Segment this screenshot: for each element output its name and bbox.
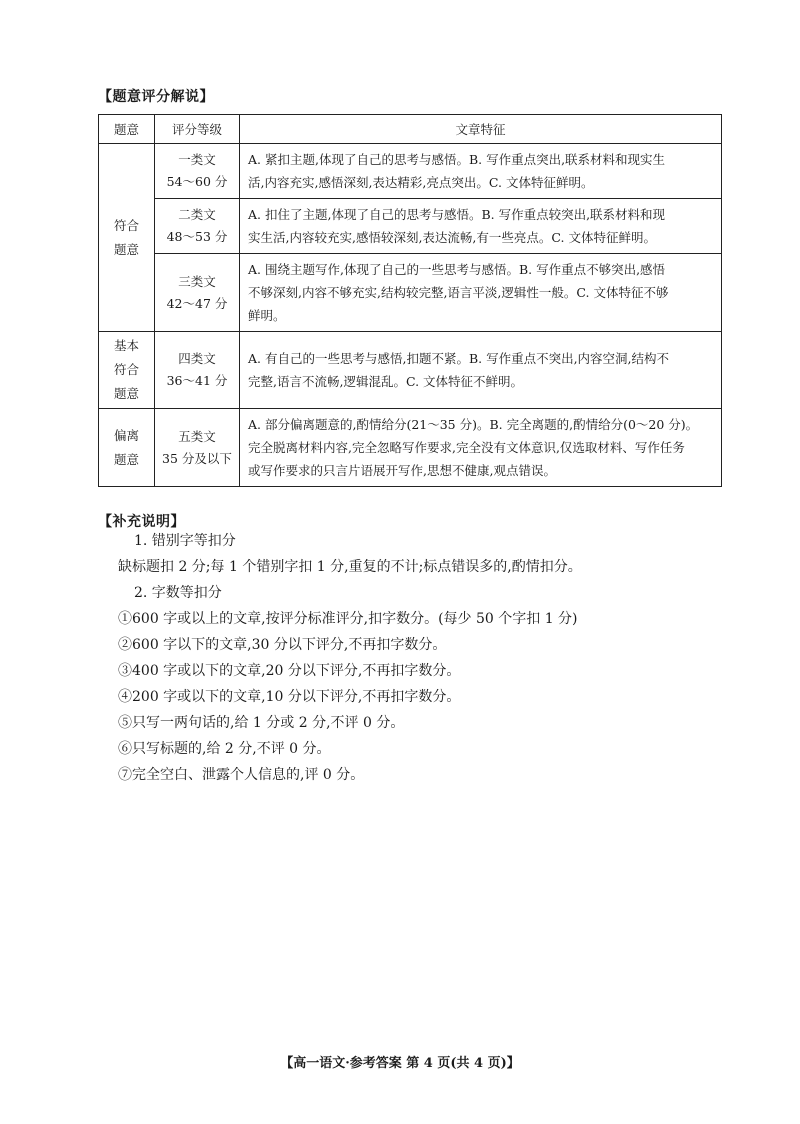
feature-line: 活,内容充实,感悟深刻,表达精彩,亮点突出。C. 文体特征鲜明。 [248, 175, 594, 190]
category-text: 符合 [113, 217, 139, 233]
supplement-heading: 2. 字数等扣分 [134, 585, 222, 601]
header-level: 评分等级 [155, 115, 240, 144]
feature-line: A. 有自己的一些思考与感悟,扣题不紧。B. 写作重点不突出,内容空洞,结构不 [248, 351, 670, 366]
features-cell [240, 409, 722, 487]
level-range: 48～53 分 [166, 229, 228, 244]
table-row [99, 409, 722, 487]
features-cell [240, 332, 722, 409]
level-name: 一类文 [178, 152, 216, 167]
feature-line: 不够深刻,内容不够充实,结构较完整,语言平淡,逻辑性一般。C. 文体特征不够 [248, 285, 669, 300]
page-footer: 【高一语文·参考答案 第 4 页(共 4 页)】 [280, 1056, 520, 1071]
category-text: 题意 [113, 451, 139, 467]
section-title-grading: 【题意评分解说】 [98, 89, 214, 105]
category-text: 符合 [113, 362, 139, 377]
header-features: 文章特征 [240, 115, 722, 144]
supplement-item: ④200 字或以下的文章,10 分以下评分,不再扣字数分。 [118, 689, 461, 705]
header-category: 题意 [99, 115, 155, 144]
features-cell [240, 199, 722, 254]
level-range: 35 分及以下 [162, 450, 232, 466]
level-cell [155, 409, 240, 487]
table-row [99, 332, 722, 409]
feature-line: 完整,语言不流畅,逻辑混乱。C. 文体特征不鲜明。 [248, 374, 524, 389]
section-title-supplement: 【补充说明】 [98, 514, 185, 530]
supplement-item: ⑥只写标题的,给 2 分,不评 0 分。 [118, 741, 331, 757]
supplement-heading: 1. 错别字等扣分 [134, 533, 236, 549]
grading-table [98, 114, 722, 487]
level-range: 36～41 分 [166, 373, 228, 388]
feature-line: A. 围绕主题写作,体现了自己的一些思考与感悟。B. 写作重点不够突出,感悟 [248, 262, 666, 277]
feature-line: A. 扣住了主题,体现了自己的思考与感悟。B. 写作重点较突出,联系材料和现 [248, 207, 666, 222]
level-cell [155, 144, 240, 199]
category-text: 题意 [113, 386, 139, 401]
level-cell [155, 254, 240, 332]
supplement-list [118, 528, 718, 788]
feature-line: 鲜明。 [248, 308, 286, 323]
level-name: 二类文 [178, 207, 216, 222]
level-cell [155, 199, 240, 254]
supplement-item: ⑤只写一两句话的,给 1 分或 2 分,不评 0 分。 [118, 715, 405, 731]
level-name: 四类文 [178, 351, 216, 366]
supplement-item: 缺标题扣 2 分;每 1 个错别字扣 1 分,重复的不计;标点错误多的,酌情扣分。 [118, 559, 582, 575]
table-row [99, 254, 722, 332]
supplement-item: ③400 字或以下的文章,20 分以下评分,不再扣字数分。 [118, 663, 461, 679]
table-row [99, 144, 722, 199]
category-text: 偏离 [113, 427, 139, 443]
supplement-item: ②600 字以下的文章,30 分以下评分,不再扣字数分。 [118, 637, 447, 653]
feature-line: 完全脱离材料内容,完全忽略写作要求,完全没有文体意识,仅选取材料、写作任务 [248, 440, 685, 455]
level-name: 三类文 [178, 273, 216, 289]
level-name: 五类文 [178, 428, 216, 444]
level-cell [155, 332, 240, 409]
feature-line: A. 部分偏离题意的,酌情给分(21～35 分)。B. 完全离题的,酌情给分(0～20 分)。 [248, 417, 699, 432]
supplement-item: ⑦完全空白、泄露个人信息的,评 0 分。 [118, 767, 365, 783]
category-cell [99, 409, 155, 487]
feature-line: A. 紧扣主题,体现了自己的思考与感悟。B. 写作重点突出,联系材料和现实生 [248, 152, 666, 167]
level-range: 42～47 分 [166, 295, 228, 311]
feature-line: 实生活,内容较充实,感悟较深刻,表达流畅,有一些亮点。C. 文体特征鲜明。 [248, 230, 656, 245]
category-text: 题意 [113, 241, 139, 257]
category-cell [99, 332, 155, 409]
features-cell [240, 144, 722, 199]
features-cell [240, 254, 722, 332]
category-text: 基本 [113, 338, 139, 353]
table-header-row [99, 115, 722, 144]
feature-line: 或写作要求的只言片语展开写作,思想不健康,观点错误。 [248, 463, 556, 478]
supplement-item: ①600 字或以上的文章,按评分标准评分,扣字数分。(每少 50 个字扣 1 分) [118, 611, 578, 627]
table-row [99, 199, 722, 254]
category-cell [99, 144, 155, 332]
level-range: 54～60 分 [166, 174, 228, 189]
